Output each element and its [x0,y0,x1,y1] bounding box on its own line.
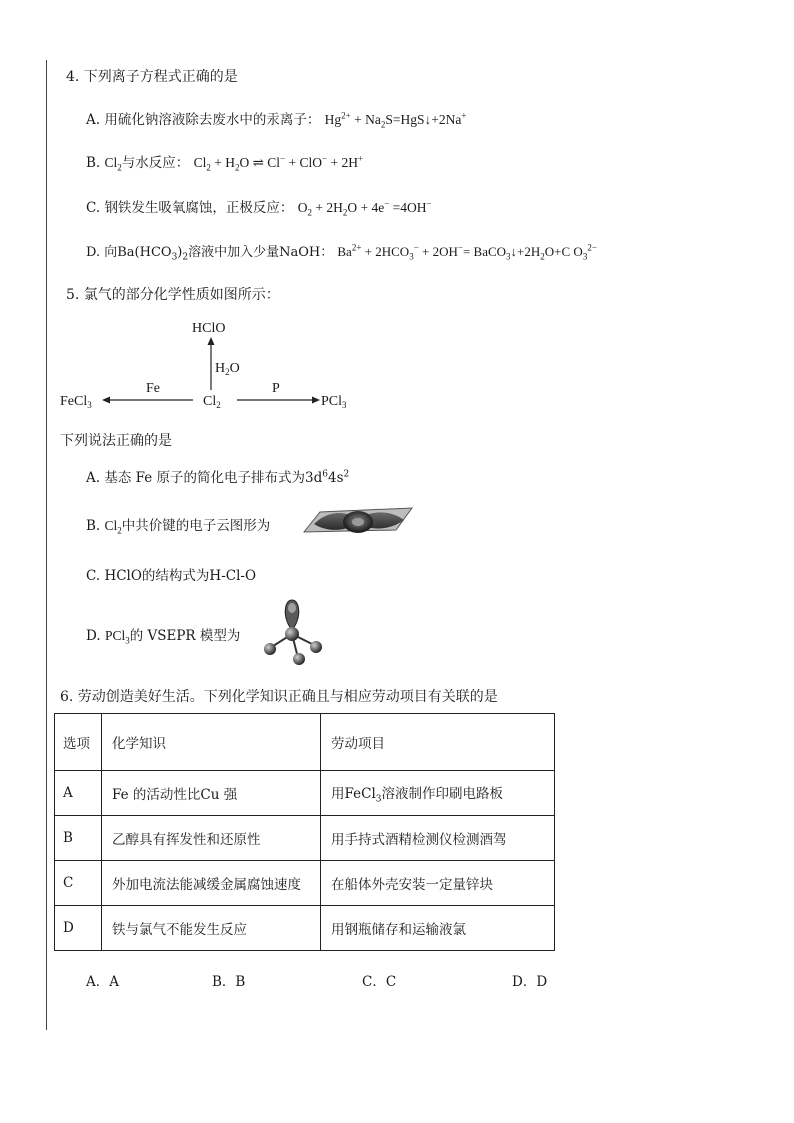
q6-table [54,713,555,951]
page-margin-line [46,60,47,1030]
option-text: 的 VSEPR 模型为 [129,628,241,644]
equation: $Ba^{2+} + 2HCO_3^- + 2OH^-=$ $BaCO_3↓+2H_2O+C$ $O_3^{2-}$ [337,242,597,262]
pcl3-vsepr-model-image [258,596,330,668]
q4-option-d[interactable] [86,241,597,263]
p-label: P [272,381,280,396]
q5-option-a[interactable] [86,466,349,486]
option-label: C. [86,568,101,584]
option-text: 基态 Fe 原子的简化电子排布式为$3d^64s^2$ [104,469,350,486]
option-label: B. [86,518,101,534]
up-arrow-head [208,337,215,345]
table-row: C 外加电流法能减缓金属腐蚀速度 在船体外壳安装一定量锌块 [55,861,555,906]
q6-answer-a[interactable]: A．A [86,974,119,990]
fe-label: Fe [146,381,160,396]
option-label: C. [86,200,101,216]
option-text: 与水反应： [121,155,190,171]
q4-option-c[interactable] [86,196,432,218]
chlorine-reaction-diagram [60,310,380,420]
table-header-row [55,714,555,771]
option-text: 向$Ba(HCO_3)_2$溶液中加入少量NaOH： [104,245,334,263]
option-label: A. [86,112,101,128]
equation: $O_2 + 2H_2O + 4e^- =4OH^-$ [297,198,432,218]
q4-option-a[interactable] [86,108,466,130]
q5-stem: 5. 氯气的部分化学性质如图所示： [66,287,280,303]
left-arrow-head [102,397,110,404]
fecl3-label: FeCl$_3$ [60,394,92,410]
option-label: B. [86,155,101,171]
option-text: 钢铁发生吸氧腐蚀，正极反应： [104,200,294,216]
q6-answer-c[interactable]: C．C [362,974,397,990]
table-row: B 乙醇具有挥发性和还原性 用手持式酒精检测仪检测酒驾 [55,816,555,861]
equation: $Cl_2 + H_2O$ ⇌ Cl− + ClO− + 2H+ [193,153,364,173]
q4-stem: 4. 下列离子方程式正确的是 [66,69,238,85]
q6-answer-b[interactable]: B．B [212,974,246,990]
q5-sub-stem: 下列说法正确的是 [60,433,172,449]
option-label: D. [86,628,101,644]
q6-answer-d[interactable]: D．D [512,974,548,990]
option-label: A. [86,470,101,486]
q5-option-d[interactable]: D. PCl$_3$的 VSEPR 模型为 [86,628,241,646]
q5-option-b[interactable]: B. $Cl_2$中共价键的电子云图形为 [86,518,271,536]
cl2-electron-cloud-image [300,498,418,544]
option-text: 用硫化钠溶液除去废水中的汞离子： [104,112,321,128]
q6-stem: 6. 劳动创造美好生活。下列化学知识正确且与相应劳动项目有关联的是 [60,689,498,705]
pcl3-label: PCl$_3$ [321,394,347,410]
option-label: D. [86,245,101,260]
table-row: D 铁与氯气不能发生反应 用钢瓶储存和运输液氯 [55,906,555,951]
header-knowledge: 化学知识 [102,714,321,771]
table-row: A Fe 的活动性比Cu 强 用FeCl$_3$溶液制作印刷电路板 [55,771,555,816]
equation: $Hg^{2+}$ + $Na_2S=HgS↓+2Na^+$ [324,110,467,130]
water-label: $H_2O$ [215,361,240,377]
option-text: 中共价键的电子云图形为 [121,518,271,534]
header-option: 选项 [55,714,102,771]
hclo-label: HClO [192,321,226,336]
option-text: HClO的结构式为H-Cl-O [104,568,257,584]
q4-option-b[interactable]: B. $Cl_2$与水反应： $Cl_2 + H_2O$ ⇌ Cl− + ClO− + 2H+ [86,153,364,173]
header-project: 劳动项目 [321,714,555,771]
cl2-label: $Cl_2$ [203,394,221,410]
right-arrow-head [312,397,320,404]
q5-option-c[interactable] [86,564,256,584]
